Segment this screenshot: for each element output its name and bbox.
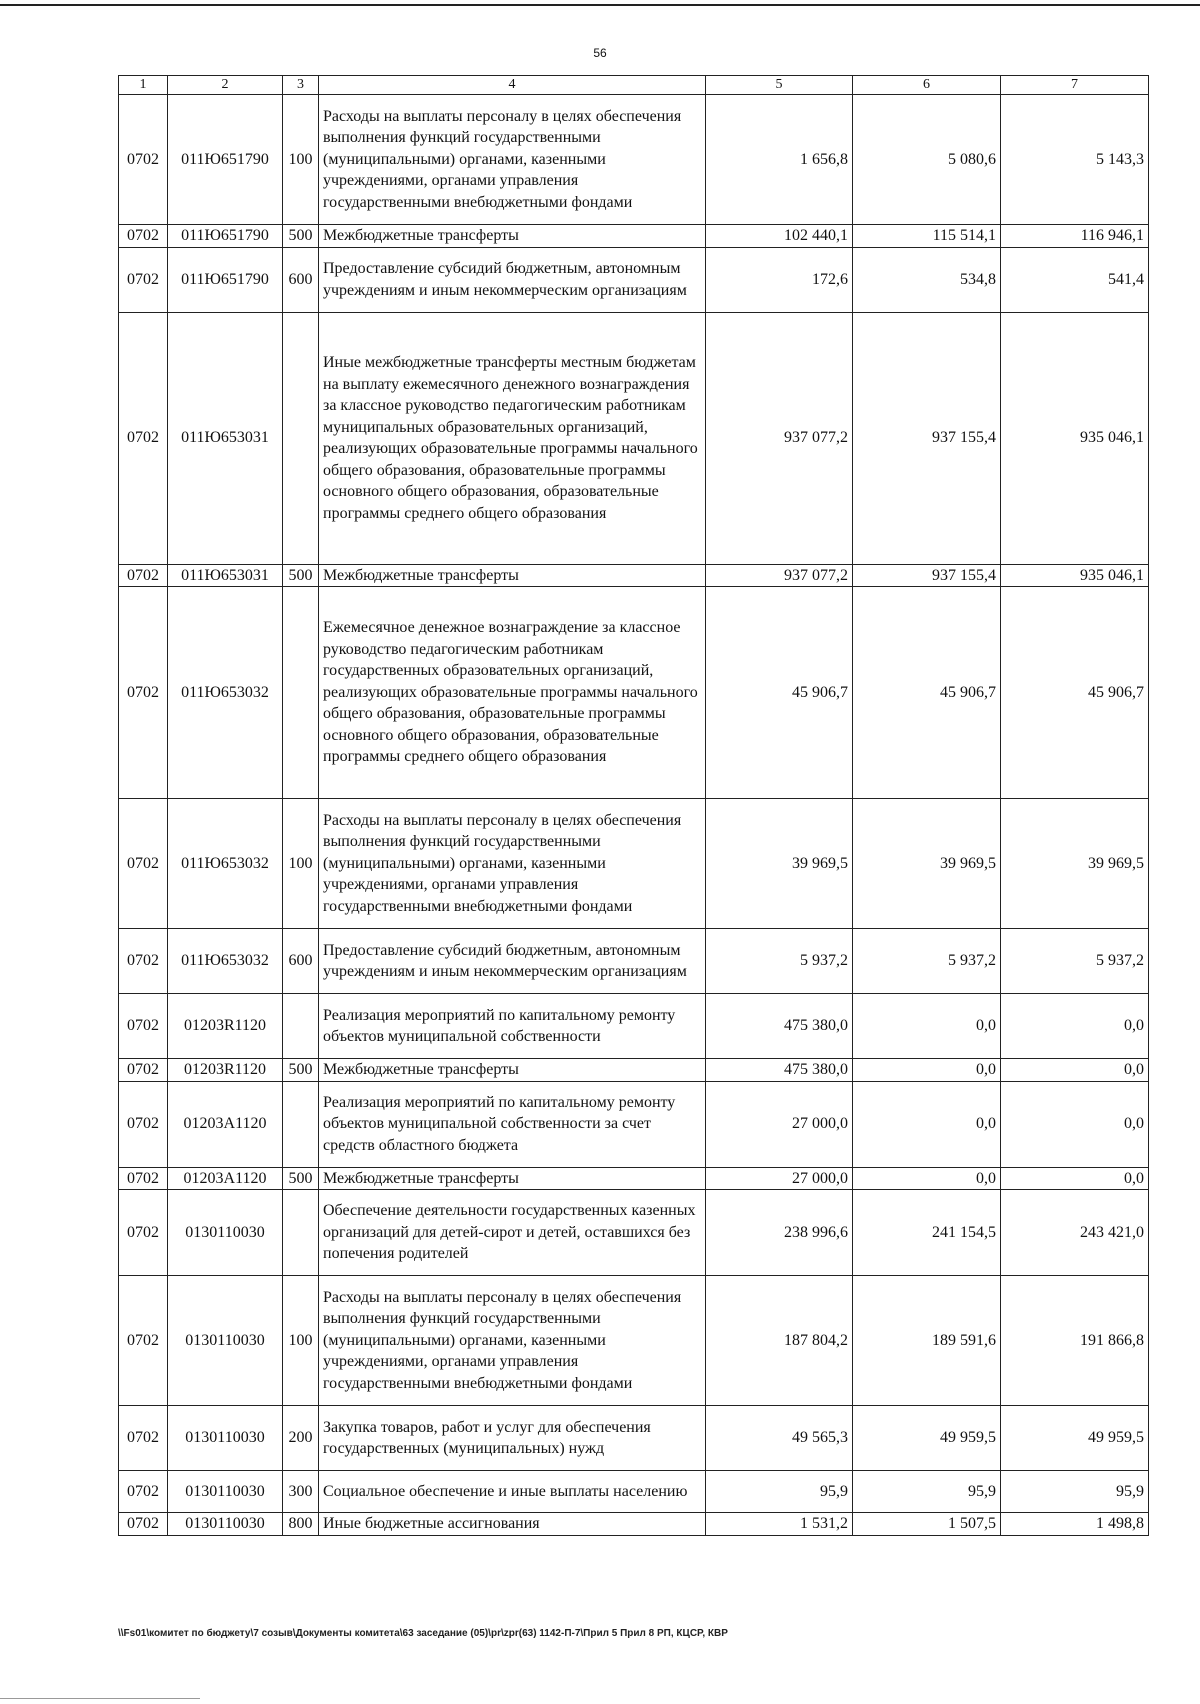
section-code-cell: 0702 xyxy=(119,994,168,1059)
section-code-cell: 0702 xyxy=(119,1081,168,1167)
amount-year-3-cell: 0,0 xyxy=(1001,1081,1149,1167)
target-article-code-cell: 011Ю651790 xyxy=(168,247,283,312)
col-header-5: 5 xyxy=(706,76,853,95)
amount-year-3-cell: 191 866,8 xyxy=(1001,1276,1149,1406)
table-row xyxy=(119,1081,1149,1167)
expense-type-code-cell: 100 xyxy=(283,799,319,929)
item-name-cell: Ежемесячное денежное вознаграждение за классное руководство педагогическим работникам государственных образовательных организаций, реализующих образовательные программы начального общего образования, образовательные программы основного общего образования, образовательные программы среднего общего образования xyxy=(319,587,706,799)
amount-year-3-cell: 0,0 xyxy=(1001,994,1149,1059)
item-name-cell: Межбюджетные трансферты xyxy=(319,564,706,587)
table-row xyxy=(119,1167,1149,1190)
table-row xyxy=(119,247,1149,312)
budget-table xyxy=(118,75,1149,1536)
item-name-cell: Предоставление субсидий бюджетным, автономным учреждениям и иным некоммерческим организациям xyxy=(319,247,706,312)
amount-year-3-cell: 95,9 xyxy=(1001,1471,1149,1513)
expense-type-code-cell: 500 xyxy=(283,1059,319,1082)
expense-type-code-cell: 500 xyxy=(283,1167,319,1190)
amount-year-3-cell: 541,4 xyxy=(1001,247,1149,312)
amount-year-3-cell: 5 143,3 xyxy=(1001,95,1149,225)
amount-year-2-cell: 937 155,4 xyxy=(853,312,1001,564)
section-code-cell: 0702 xyxy=(119,587,168,799)
target-article-code-cell: 0130110030 xyxy=(168,1513,283,1536)
expense-type-code-cell: 100 xyxy=(283,95,319,225)
expense-type-code-cell xyxy=(283,312,319,564)
item-name-cell: Иные бюджетные ассигнования xyxy=(319,1513,706,1536)
target-article-code-cell: 011Ю653032 xyxy=(168,929,283,994)
amount-year-3-cell: 45 906,7 xyxy=(1001,587,1149,799)
expense-type-code-cell: 200 xyxy=(283,1406,319,1471)
table-row xyxy=(119,1513,1149,1536)
amount-year-2-cell: 1 507,5 xyxy=(853,1513,1001,1536)
amount-year-3-cell: 49 959,5 xyxy=(1001,1406,1149,1471)
section-code-cell: 0702 xyxy=(119,1406,168,1471)
item-name-cell: Социальное обеспечение и иные выплаты населению xyxy=(319,1471,706,1513)
amount-year-3-cell: 5 937,2 xyxy=(1001,929,1149,994)
target-article-code-cell: 01203R1120 xyxy=(168,994,283,1059)
target-article-code-cell: 01203R1120 xyxy=(168,1059,283,1082)
amount-year-3-cell: 116 946,1 xyxy=(1001,225,1149,248)
target-article-code-cell: 011Ю653032 xyxy=(168,587,283,799)
amount-year-1-cell: 5 937,2 xyxy=(706,929,853,994)
target-article-code-cell: 0130110030 xyxy=(168,1471,283,1513)
expense-type-code-cell xyxy=(283,1190,319,1276)
target-article-code-cell: 0130110030 xyxy=(168,1406,283,1471)
page-number: 56 xyxy=(593,46,607,60)
table-row xyxy=(119,929,1149,994)
table-row xyxy=(119,312,1149,564)
col-header-3: 3 xyxy=(283,76,319,95)
table-row xyxy=(119,1059,1149,1082)
bottom-rule xyxy=(0,1698,200,1699)
section-code-cell: 0702 xyxy=(119,1513,168,1536)
amount-year-3-cell: 0,0 xyxy=(1001,1059,1149,1082)
amount-year-1-cell: 102 440,1 xyxy=(706,225,853,248)
amount-year-1-cell: 937 077,2 xyxy=(706,312,853,564)
amount-year-2-cell: 241 154,5 xyxy=(853,1190,1001,1276)
target-article-code-cell: 011Ю651790 xyxy=(168,95,283,225)
amount-year-2-cell: 49 959,5 xyxy=(853,1406,1001,1471)
amount-year-2-cell: 0,0 xyxy=(853,1059,1001,1082)
section-code-cell: 0702 xyxy=(119,312,168,564)
item-name-cell: Расходы на выплаты персоналу в целях обеспечения выполнения функций государственными (муниципальными) органами, казенными учреждениями, органами управления государственными внебюджетными фондами xyxy=(319,799,706,929)
section-code-cell: 0702 xyxy=(119,225,168,248)
target-article-code-cell: 011Ю653031 xyxy=(168,564,283,587)
amount-year-3-cell: 935 046,1 xyxy=(1001,564,1149,587)
col-header-4: 4 xyxy=(319,76,706,95)
section-code-cell: 0702 xyxy=(119,1190,168,1276)
amount-year-2-cell: 534,8 xyxy=(853,247,1001,312)
amount-year-1-cell: 95,9 xyxy=(706,1471,853,1513)
amount-year-3-cell: 0,0 xyxy=(1001,1167,1149,1190)
expense-type-code-cell xyxy=(283,1081,319,1167)
amount-year-2-cell: 0,0 xyxy=(853,994,1001,1059)
col-header-6: 6 xyxy=(853,76,1001,95)
expense-type-code-cell: 500 xyxy=(283,225,319,248)
section-code-cell: 0702 xyxy=(119,1276,168,1406)
amount-year-1-cell: 238 996,6 xyxy=(706,1190,853,1276)
section-code-cell: 0702 xyxy=(119,247,168,312)
amount-year-1-cell: 475 380,0 xyxy=(706,1059,853,1082)
section-code-cell: 0702 xyxy=(119,799,168,929)
item-name-cell: Обеспечение деятельности государственных казенных организаций для детей-сирот и детей, оставшихся без попечения родителей xyxy=(319,1190,706,1276)
item-name-cell: Межбюджетные трансферты xyxy=(319,1167,706,1190)
section-code-cell: 0702 xyxy=(119,564,168,587)
amount-year-1-cell: 39 969,5 xyxy=(706,799,853,929)
item-name-cell: Предоставление субсидий бюджетным, автономным учреждениям и иным некоммерческим организациям xyxy=(319,929,706,994)
amount-year-1-cell: 172,6 xyxy=(706,247,853,312)
amount-year-1-cell: 49 565,3 xyxy=(706,1406,853,1471)
section-code-cell: 0702 xyxy=(119,1059,168,1082)
table-row xyxy=(119,225,1149,248)
section-code-cell: 0702 xyxy=(119,929,168,994)
target-article-code-cell: 011Ю653032 xyxy=(168,799,283,929)
amount-year-1-cell: 187 804,2 xyxy=(706,1276,853,1406)
table-row xyxy=(119,95,1149,225)
target-article-code-cell: 01203A1120 xyxy=(168,1167,283,1190)
amount-year-2-cell: 45 906,7 xyxy=(853,587,1001,799)
expense-type-code-cell: 600 xyxy=(283,247,319,312)
item-name-cell: Расходы на выплаты персоналу в целях обеспечения выполнения функций государственными (муниципальными) органами, казенными учреждениями, органами управления государственными внебюджетными фондами xyxy=(319,1276,706,1406)
expense-type-code-cell: 500 xyxy=(283,564,319,587)
amount-year-2-cell: 39 969,5 xyxy=(853,799,1001,929)
table-row xyxy=(119,1190,1149,1276)
amount-year-2-cell: 0,0 xyxy=(853,1167,1001,1190)
expense-type-code-cell: 300 xyxy=(283,1471,319,1513)
table-row xyxy=(119,587,1149,799)
item-name-cell: Расходы на выплаты персоналу в целях обеспечения выполнения функций государственными (муниципальными) органами, казенными учреждениями, органами управления государственными внебюджетными фондами xyxy=(319,95,706,225)
amount-year-1-cell: 1 531,2 xyxy=(706,1513,853,1536)
amount-year-2-cell: 189 591,6 xyxy=(853,1276,1001,1406)
target-article-code-cell: 0130110030 xyxy=(168,1276,283,1406)
target-article-code-cell: 011Ю651790 xyxy=(168,225,283,248)
expense-type-code-cell: 800 xyxy=(283,1513,319,1536)
target-article-code-cell: 0130110030 xyxy=(168,1190,283,1276)
amount-year-3-cell: 39 969,5 xyxy=(1001,799,1149,929)
table-row xyxy=(119,1276,1149,1406)
expense-type-code-cell xyxy=(283,587,319,799)
item-name-cell: Реализация мероприятий по капитальному ремонту объектов муниципальной собственности за счет средств областного бюджета xyxy=(319,1081,706,1167)
amount-year-3-cell: 243 421,0 xyxy=(1001,1190,1149,1276)
item-name-cell: Межбюджетные трансферты xyxy=(319,1059,706,1082)
amount-year-1-cell: 475 380,0 xyxy=(706,994,853,1059)
amount-year-1-cell: 27 000,0 xyxy=(706,1081,853,1167)
amount-year-2-cell: 0,0 xyxy=(853,1081,1001,1167)
amount-year-2-cell: 5 080,6 xyxy=(853,95,1001,225)
item-name-cell: Закупка товаров, работ и услуг для обеспечения государственных (муниципальных) нужд xyxy=(319,1406,706,1471)
col-header-7: 7 xyxy=(1001,76,1149,95)
amount-year-1-cell: 937 077,2 xyxy=(706,564,853,587)
section-code-cell: 0702 xyxy=(119,1471,168,1513)
file-path-footer: \\Fs01\комитет по бюджету\7 созыв\Документы комитета\63 заседание (05)\pr\zpr(63) 1142-П-7\Прил 5 Прил 8 РП, КЦСР, КВР xyxy=(118,1628,728,1639)
amount-year-1-cell: 1 656,8 xyxy=(706,95,853,225)
col-header-1: 1 xyxy=(119,76,168,95)
amount-year-2-cell: 95,9 xyxy=(853,1471,1001,1513)
target-article-code-cell: 011Ю653031 xyxy=(168,312,283,564)
table-row xyxy=(119,564,1149,587)
amount-year-3-cell: 1 498,8 xyxy=(1001,1513,1149,1536)
column-number-row xyxy=(119,76,1149,95)
item-name-cell: Иные межбюджетные трансферты местным бюджетам на выплату ежемесячного денежного вознаграждения за классное руководство педагогическим работникам муниципальных образовательных организаций, реализующих образовательные программы начального общего образования, образовательные программы основного общего образования, образовательные программы среднего общего образования xyxy=(319,312,706,564)
section-code-cell: 0702 xyxy=(119,95,168,225)
section-code-cell: 0702 xyxy=(119,1167,168,1190)
col-header-2: 2 xyxy=(168,76,283,95)
table-row xyxy=(119,1471,1149,1513)
amount-year-2-cell: 115 514,1 xyxy=(853,225,1001,248)
item-name-cell: Межбюджетные трансферты xyxy=(319,225,706,248)
amount-year-1-cell: 27 000,0 xyxy=(706,1167,853,1190)
target-article-code-cell: 01203A1120 xyxy=(168,1081,283,1167)
table-row xyxy=(119,1406,1149,1471)
amount-year-2-cell: 937 155,4 xyxy=(853,564,1001,587)
expense-type-code-cell: 600 xyxy=(283,929,319,994)
amount-year-2-cell: 5 937,2 xyxy=(853,929,1001,994)
expense-type-code-cell: 100 xyxy=(283,1276,319,1406)
amount-year-1-cell: 45 906,7 xyxy=(706,587,853,799)
item-name-cell: Реализация мероприятий по капитальному ремонту объектов муниципальной собственности xyxy=(319,994,706,1059)
expense-type-code-cell xyxy=(283,994,319,1059)
table-row xyxy=(119,994,1149,1059)
table-row xyxy=(119,799,1149,929)
amount-year-3-cell: 935 046,1 xyxy=(1001,312,1149,564)
top-rule xyxy=(0,4,1200,6)
